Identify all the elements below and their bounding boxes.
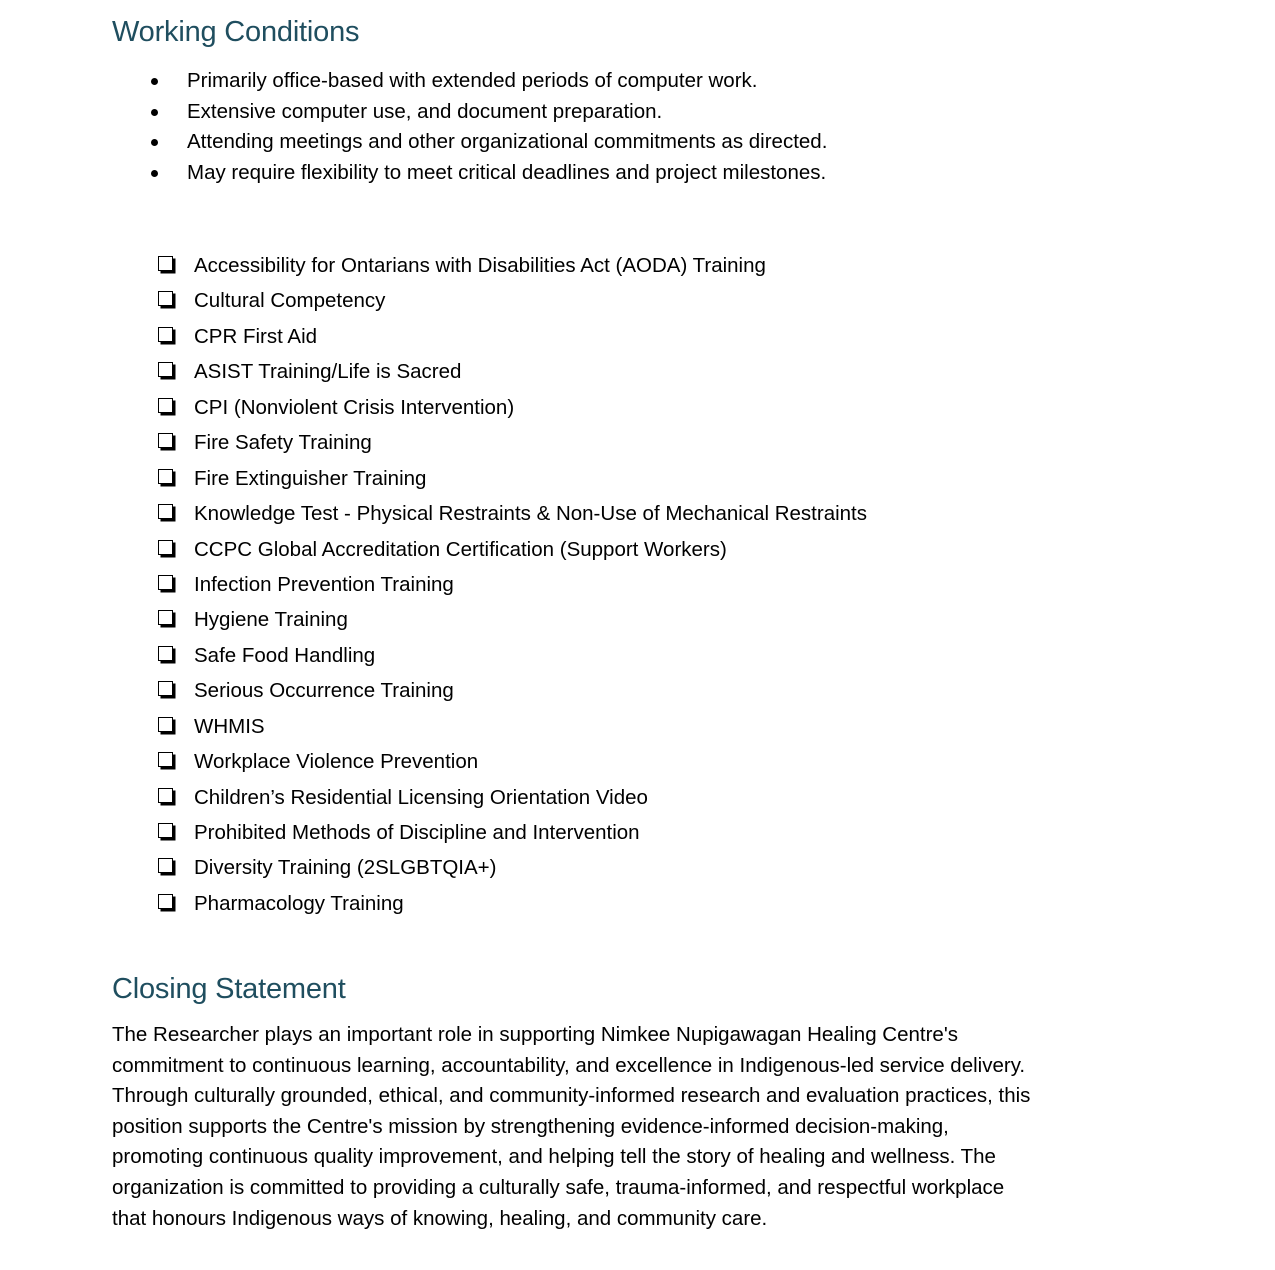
paragraph-line: promoting continuous quality improvement, and helping tell the story of healing and wellness. The	[112, 1145, 996, 1169]
checklist-item-text: Hygiene Training	[194, 608, 348, 632]
paragraph-line: organization is committed to providing a culturally safe, trauma-informed, and respectful workplace	[112, 1175, 1005, 1199]
checklist-item	[157, 709, 867, 744]
checklist-item-text: Prohibited Methods of Discipline and Intervention	[194, 821, 640, 844]
checkbox-icon	[158, 504, 173, 519]
list-item-text: Primarily office-based with extended periods of computer work.	[187, 69, 758, 92]
checkbox-icon	[158, 752, 173, 767]
checklist-item-text: Infection Prevention Training	[194, 572, 454, 596]
list-item	[150, 127, 827, 158]
checklist-item-text: Fire Extinguisher Training	[194, 466, 427, 490]
checklist-item-text: Fire Safety Training	[194, 431, 372, 455]
checkbox-icon	[158, 327, 173, 342]
closing-statement-heading: Closing Statement	[112, 973, 346, 1005]
working-conditions-list	[150, 66, 827, 188]
checklist-item-text: Safe Food Handling	[194, 643, 376, 667]
checklist-item	[157, 744, 867, 779]
checkbox-icon	[158, 256, 173, 271]
list-item-text: May require flexibility to meet critical deadlines and project milestones.	[187, 160, 827, 184]
checkbox-icon	[158, 717, 173, 732]
checklist-item-text: Cultural Competency	[194, 289, 386, 313]
checklist-item-text: ASIST Training/Life is Sacred	[194, 360, 462, 384]
checklist-item	[157, 461, 867, 496]
checkbox-icon	[158, 610, 173, 625]
checklist-item-text: Pharmacology Training	[194, 891, 404, 915]
checklist-item	[157, 567, 867, 602]
checklist-item-text: Diversity Training (2SLGBTQIA+)	[194, 856, 497, 880]
list-item	[150, 97, 827, 128]
bullet-icon	[151, 78, 158, 85]
checklist-item-text: CCPC Global Accreditation Certification (Support Workers)	[194, 537, 727, 561]
checkbox-icon	[158, 433, 173, 448]
checklist-item	[157, 850, 867, 885]
checklist-item	[157, 425, 867, 460]
checklist-item-text: Children’s Residential Licensing Orientation Video	[194, 785, 648, 809]
checkbox-icon	[158, 540, 173, 555]
checkbox-icon	[158, 575, 173, 590]
checkbox-icon	[158, 894, 173, 909]
checklist-item-text: CPR First Aid	[194, 324, 318, 348]
checklist-item	[157, 638, 867, 673]
list-item-text: Extensive computer use, and document preparation.	[187, 99, 663, 123]
paragraph-line: position supports the Centre's mission by strengthening evidence-informed decision-making,	[112, 1114, 949, 1138]
bullet-icon	[151, 139, 158, 146]
checkbox-icon	[158, 858, 173, 873]
checklist-item-text: CPI (Nonviolent Crisis Intervention)	[194, 395, 515, 419]
checkbox-icon	[158, 469, 173, 484]
checklist-item-text: Knowledge Test - Physical Restraints & Non-Use of Mechanical Restraints	[194, 502, 867, 526]
paragraph-line: The Researcher plays an important role in supporting Nimkee Nupigawagan Healing Centre's	[112, 1023, 958, 1046]
checkbox-icon	[158, 291, 173, 306]
paragraph-line: commitment to continuous learning, accountability, and excellence in Indigenous-led service delivery.	[112, 1053, 1026, 1077]
checkbox-icon	[158, 362, 173, 377]
closing-statement-paragraph	[112, 1020, 1172, 1234]
checkbox-icon	[158, 646, 173, 661]
checklist-item	[157, 319, 867, 354]
checklist-item	[157, 248, 867, 283]
paragraph-line: that honours Indigenous ways of knowing, healing, and community care.	[112, 1206, 768, 1230]
checklist-item	[157, 496, 867, 531]
bullet-icon	[151, 109, 158, 116]
list-item-text: Attending meetings and other organizational commitments as directed.	[187, 130, 828, 153]
training-checklist	[157, 248, 867, 921]
bullet-icon	[151, 170, 158, 177]
list-item	[150, 158, 827, 189]
checklist-item	[157, 886, 867, 921]
checkbox-icon	[158, 788, 173, 803]
checklist-item-text: Serious Occurrence Training	[194, 679, 454, 703]
checklist-item	[157, 390, 867, 425]
checklist-item	[157, 532, 867, 567]
checklist-item-text: WHMIS	[194, 714, 265, 738]
checklist-item	[157, 815, 867, 850]
checklist-item	[157, 354, 867, 389]
checkbox-icon	[158, 398, 173, 413]
list-item	[150, 66, 827, 97]
checkbox-icon	[158, 681, 173, 696]
paragraph-line: Through culturally grounded, ethical, and community-informed research and evaluation practices, this	[112, 1084, 1031, 1108]
checklist-item	[157, 602, 867, 637]
checklist-item	[157, 673, 867, 708]
checklist-item	[157, 283, 867, 318]
working-conditions-heading: Working Conditions	[112, 16, 360, 48]
checkbox-icon	[158, 823, 173, 838]
checklist-item-text: Accessibility for Ontarians with Disabilities Act (AODA) Training	[194, 254, 766, 277]
checklist-item	[157, 780, 867, 815]
checklist-item-text: Workplace Violence Prevention	[194, 750, 479, 774]
